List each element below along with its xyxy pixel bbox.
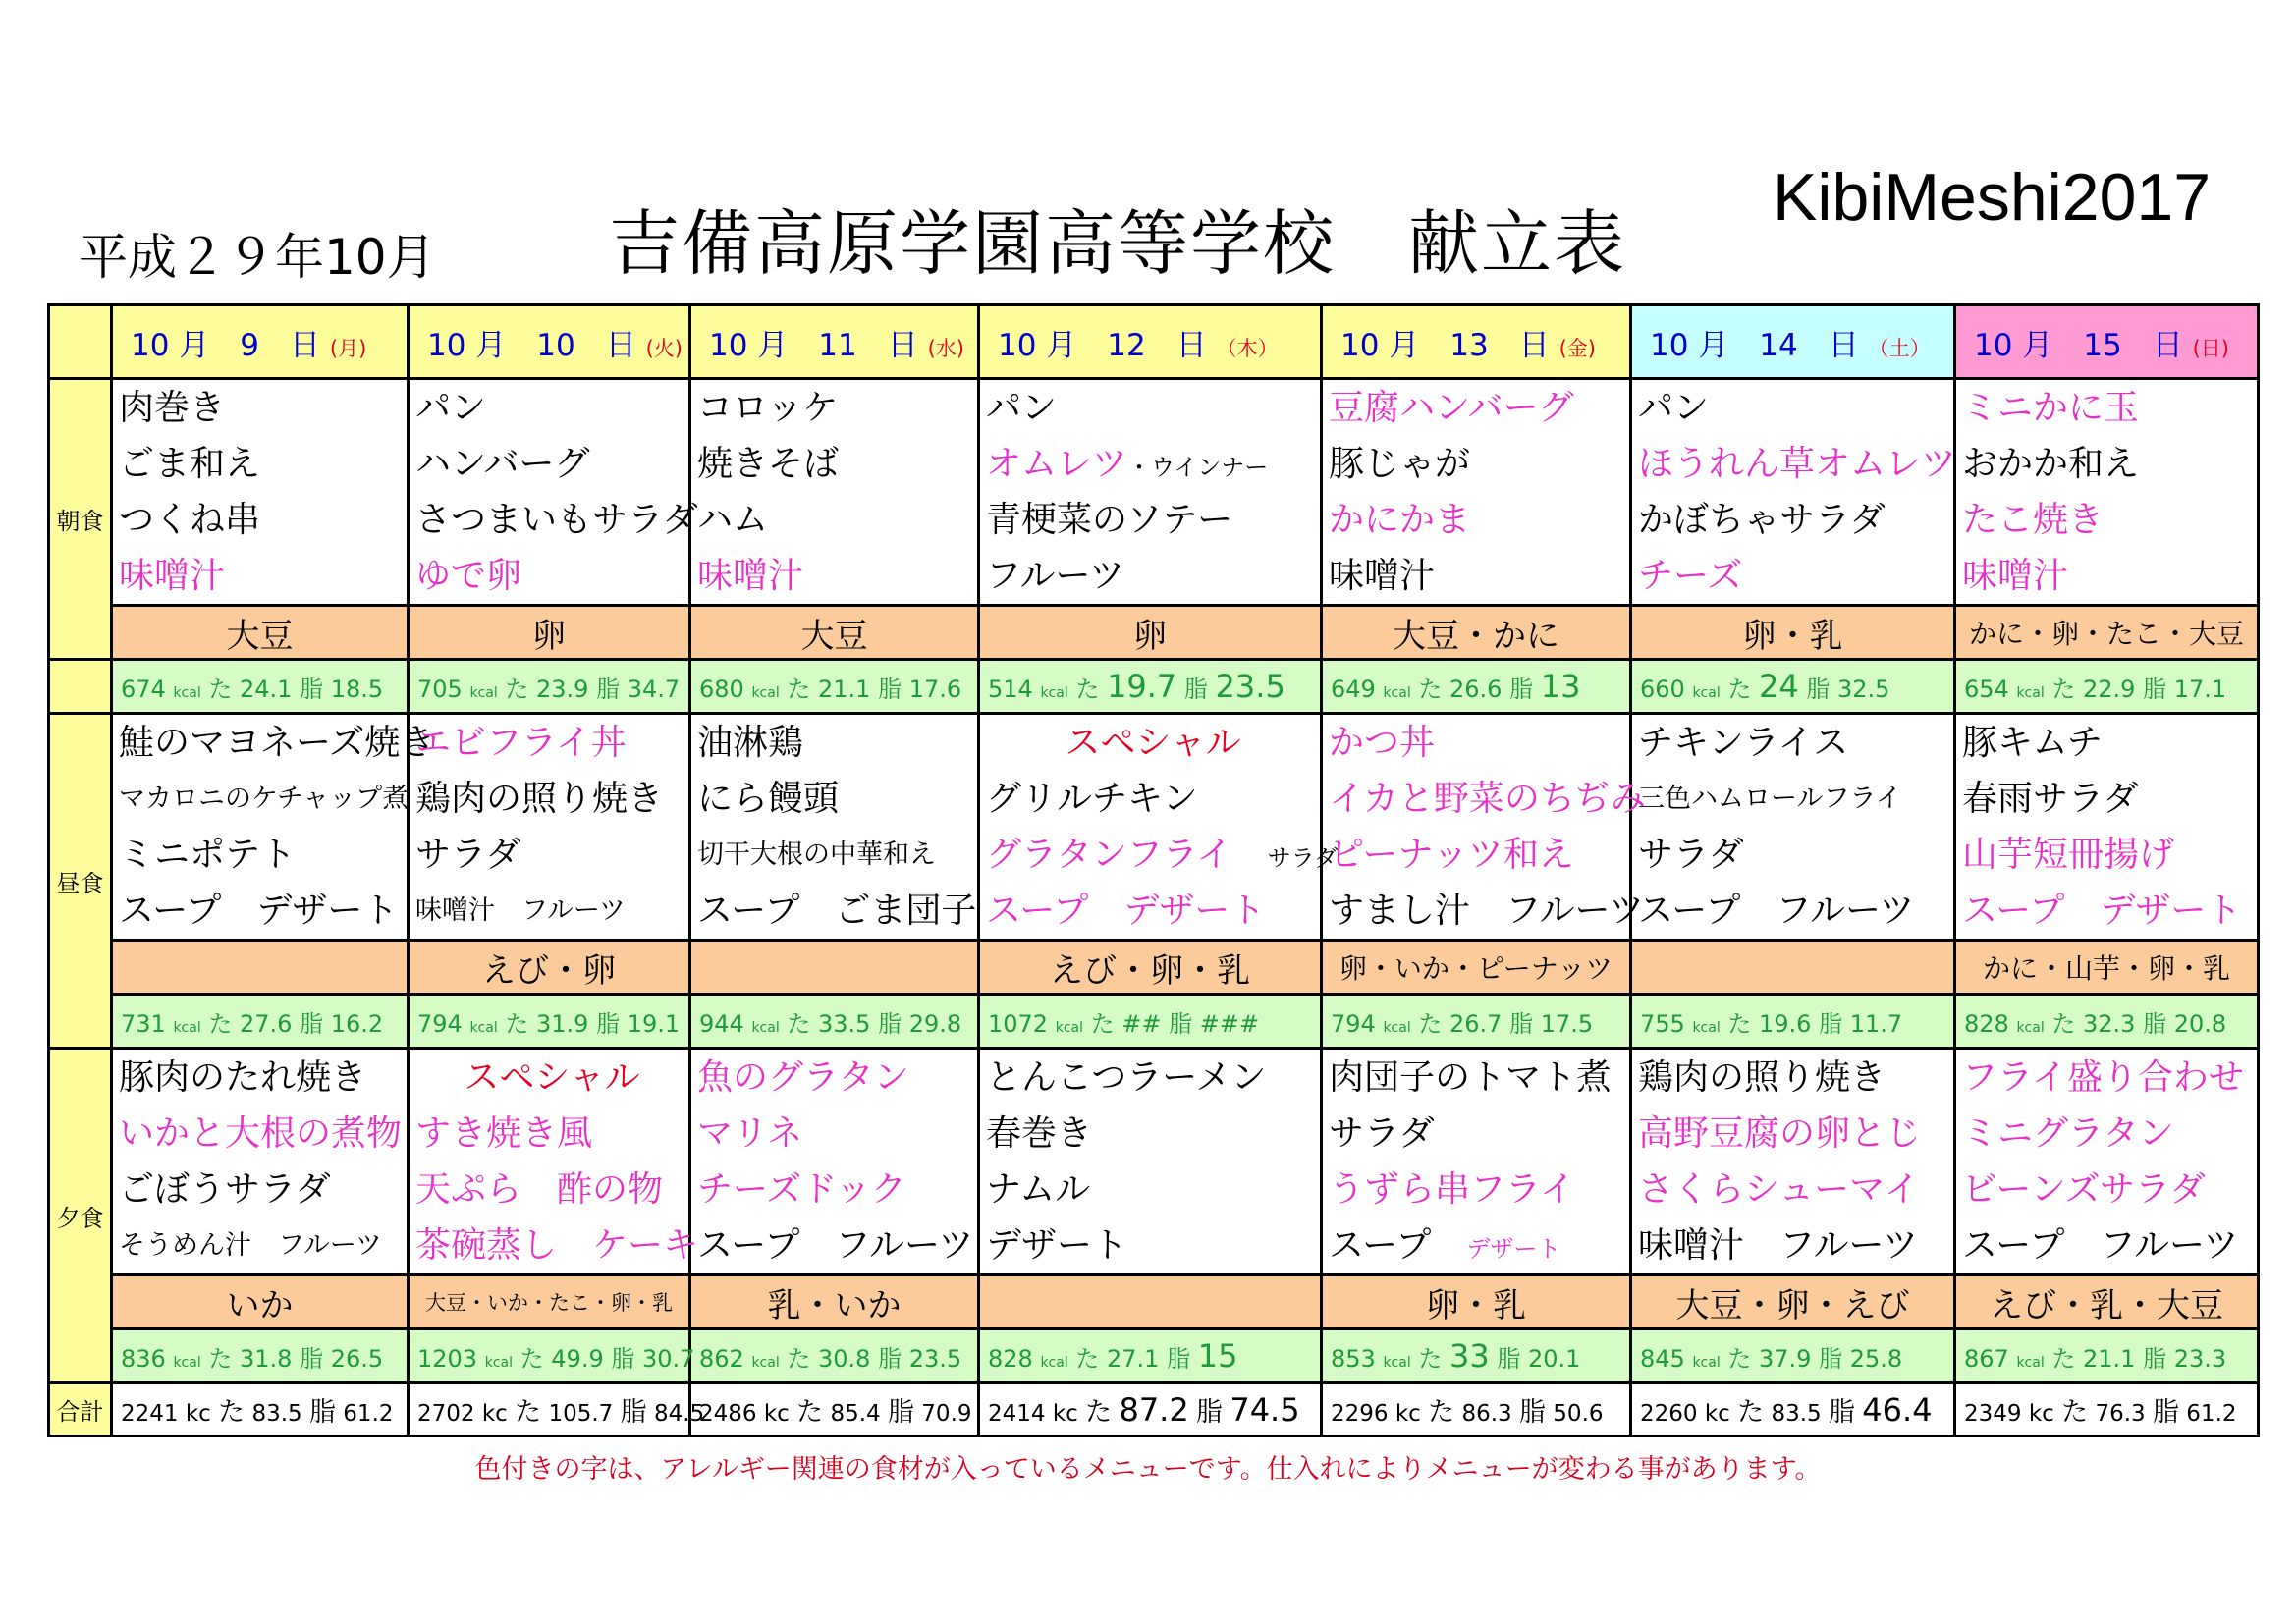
menu-item: スープ ごま団子 bbox=[697, 891, 977, 931]
menu-item: ミニかに玉 bbox=[1962, 388, 2140, 428]
menu-item-special: スペシャル bbox=[464, 1057, 640, 1098]
menu-item: 豚キムチ bbox=[1962, 723, 2103, 763]
menu-item: 味噌汁 bbox=[1329, 556, 1436, 596]
menu-item: 茶碗蒸し ケーキ bbox=[415, 1225, 699, 1266]
menu-item: グリルチキン bbox=[986, 779, 1198, 819]
date-header-d1: 10 月 9 日 (月) bbox=[112, 305, 409, 379]
menu-item: サラダ bbox=[1329, 1113, 1435, 1154]
nutrition-cell: 649 kcal た 26.6 脂 13 bbox=[1322, 660, 1631, 714]
allergen-cell: 卵・乳 bbox=[1631, 606, 1955, 660]
menu-item: 天ぷら 酢の物 bbox=[415, 1169, 664, 1210]
menu-item: スープ デザート bbox=[986, 891, 1266, 931]
menu-item: 青梗菜のソテー bbox=[986, 500, 1233, 540]
allergen-cell: いか bbox=[112, 1275, 409, 1329]
nutrition-cell: 654 kcal た 22.9 脂 17.1 bbox=[1955, 660, 2259, 714]
dinner-d5 bbox=[1322, 1049, 1631, 1275]
allergen-cell bbox=[1631, 941, 1955, 995]
menu-item: 味噌汁 bbox=[697, 556, 804, 596]
breakfast-nutrition-row bbox=[49, 660, 2259, 714]
menu-item: さくらシューマイ bbox=[1638, 1169, 1920, 1210]
allergen-cell: 大豆 bbox=[112, 606, 409, 660]
lunch-d1 bbox=[112, 714, 436, 941]
menu-item: たこ焼き bbox=[1962, 500, 2105, 540]
totals-row bbox=[49, 1383, 2259, 1436]
menu-item: にら饅頭 bbox=[697, 779, 840, 819]
menu-item: スープ フルーツ bbox=[1638, 891, 1915, 931]
menu-item: 切干大根の中華和え bbox=[697, 839, 936, 870]
breakfast-allergen-row bbox=[49, 606, 2259, 660]
menu-item-extra: ・ウインナー bbox=[1127, 454, 1269, 481]
corner-cell bbox=[49, 305, 112, 379]
total-cell: 2241 kc た 83.5 脂 61.2 bbox=[112, 1383, 409, 1436]
breakfast-d7 bbox=[1955, 379, 2259, 606]
nutrition-cell: 862 kcal た 30.8 脂 23.5 bbox=[690, 1329, 979, 1383]
allergen-cell: 卵 bbox=[409, 606, 690, 660]
menu-item: 鶏肉の照り焼き bbox=[415, 779, 664, 819]
brand-label: KibiMeshi2017 bbox=[1773, 160, 2212, 235]
allergen-cell: えび・卵・乳 bbox=[979, 941, 1322, 995]
menu-item: チーズドック bbox=[697, 1169, 906, 1210]
menu-item-extra: デザート bbox=[1466, 1235, 1561, 1263]
menu-item: かにかま bbox=[1329, 500, 1471, 540]
breakfast-d5 bbox=[1322, 379, 1631, 606]
menu-item: ごぼうサラダ bbox=[119, 1169, 331, 1210]
lunch-d4 bbox=[979, 714, 1339, 941]
date-header-d5: 10 月 13 日 (金) bbox=[1322, 305, 1631, 379]
lunch-d6 bbox=[1631, 714, 1955, 941]
lunch-row bbox=[49, 714, 2259, 941]
breakfast-label: 朝食 bbox=[49, 379, 112, 660]
menu-item: 味噌汁 bbox=[119, 556, 226, 596]
nutrition-cell: 674 kcal た 24.1 脂 18.5 bbox=[112, 660, 409, 714]
menu-item: 味噌汁 bbox=[1962, 556, 2069, 596]
total-cell: 2486 kc た 85.4 脂 70.9 bbox=[690, 1383, 979, 1436]
total-cell: 2260 kc た 83.5 脂 46.4 bbox=[1631, 1383, 1955, 1436]
nutrition-cell: 836 kcal た 31.8 脂 26.5 bbox=[112, 1329, 409, 1383]
menu-item: 肉巻き bbox=[119, 388, 226, 428]
menu-item: 豚肉のたれ焼き bbox=[119, 1057, 367, 1098]
menu-item: スープ フルーツ bbox=[697, 1225, 974, 1266]
allergen-cell bbox=[112, 941, 409, 995]
dinner-d6 bbox=[1631, 1049, 1955, 1275]
nutrition-cell: 514 kcal た 19.7 脂 23.5 bbox=[979, 660, 1322, 714]
menu-item: ナムル bbox=[986, 1169, 1091, 1210]
menu-item: 春巻き bbox=[986, 1113, 1093, 1154]
nutrition-cell: 755 kcal た 19.6 脂 11.7 bbox=[1631, 995, 1955, 1049]
menu-item: 味噌汁 フルーツ bbox=[1638, 1225, 1919, 1266]
date-header-d2: 10 月 10 日 (火) bbox=[409, 305, 690, 379]
dinner-d2 bbox=[409, 1049, 699, 1275]
era-month-label: 平成２９年10月 bbox=[79, 229, 436, 286]
menu-table bbox=[47, 303, 2260, 1437]
nutrition-cell: 794 kcal た 31.9 脂 19.1 bbox=[409, 995, 690, 1049]
menu-item: スープ フルーツ bbox=[1962, 1225, 2239, 1266]
menu-item: すまし汁 フルーツ bbox=[1329, 891, 1645, 931]
menu-item: 高野豆腐の卵とじ bbox=[1638, 1113, 1922, 1154]
menu-item: グラタンフライ サラダ bbox=[986, 835, 1339, 875]
menu-item: オムレツ・ウインナー bbox=[986, 444, 1269, 484]
menu-item: 味噌汁 フルーツ bbox=[415, 895, 626, 926]
menu-item: サラダ bbox=[1638, 835, 1744, 875]
dinner-d4 bbox=[979, 1049, 1322, 1275]
menu-item: フルーツ bbox=[986, 556, 1125, 596]
menu-item: うずら串フライ bbox=[1329, 1169, 1575, 1210]
allergen-cell: 大豆・卵・えび bbox=[1631, 1275, 1955, 1329]
menu-item-extra: サラダ bbox=[1267, 844, 1339, 872]
breakfast-d6 bbox=[1631, 379, 1955, 606]
allergen-cell: 大豆・かに bbox=[1322, 606, 1631, 660]
menu-item: そうめん汁 フルーツ bbox=[119, 1230, 382, 1261]
date-header-d6: 10 月 14 日 （土） bbox=[1631, 305, 1955, 379]
menu-item: おかか和え bbox=[1962, 444, 2140, 484]
nutrition-cell: 1072 kcal た ## 脂 ### bbox=[979, 995, 1322, 1049]
date-header-d7: 10 月 15 日 (日) bbox=[1955, 305, 2259, 379]
menu-item: コロッケ bbox=[697, 388, 839, 428]
allergen-cell: 卵・いか・ピーナッツ bbox=[1322, 941, 1631, 995]
nutrition-cell: 828 kcal た 27.1 脂 15 bbox=[979, 1329, 1322, 1383]
menu-item: 三色ハムロールフライ bbox=[1638, 784, 1902, 814]
menu-item: ハム bbox=[697, 500, 769, 540]
breakfast-d1 bbox=[112, 379, 409, 606]
nutrition-cell: 705 kcal た 23.9 脂 34.7 bbox=[409, 660, 690, 714]
menu-item: つくね串 bbox=[119, 500, 261, 540]
total-cell: 2414 kc た 87.2 脂 74.5 bbox=[979, 1383, 1322, 1436]
lunch-label: 昼食 bbox=[49, 714, 112, 1049]
allergen-cell: 乳・いか bbox=[690, 1275, 979, 1329]
menu-item: イカと野菜のちぢみ bbox=[1329, 779, 1646, 819]
side-blank bbox=[49, 660, 112, 714]
menu-item: 焼きそば bbox=[697, 444, 840, 484]
menu-item: マカロニのケチャップ煮 bbox=[119, 784, 410, 814]
menu-item: パン bbox=[986, 388, 1058, 428]
allergen-cell: 大豆 bbox=[690, 606, 979, 660]
menu-item: 鶏肉の照り焼き bbox=[1638, 1057, 1886, 1098]
dinner-label: 夕食 bbox=[49, 1049, 112, 1383]
menu-item: デザート bbox=[986, 1225, 1128, 1266]
allergen-cell: かに・卵・たこ・大豆 bbox=[1955, 606, 2259, 660]
menu-item: かつ丼 bbox=[1329, 723, 1436, 763]
nutrition-cell: 794 kcal た 26.7 脂 17.5 bbox=[1322, 995, 1631, 1049]
breakfast-d4 bbox=[979, 379, 1322, 606]
lunch-allergen-row bbox=[49, 941, 2259, 995]
breakfast-d2 bbox=[409, 379, 698, 606]
dinner-d3 bbox=[690, 1049, 979, 1275]
nutrition-cell: 680 kcal た 21.1 脂 17.6 bbox=[690, 660, 979, 714]
date-header-d3: 10 月 11 日 (水) bbox=[690, 305, 979, 379]
menu-item: ハンバーグ bbox=[415, 444, 590, 484]
nutrition-cell: 853 kcal た 33 脂 20.1 bbox=[1322, 1329, 1631, 1383]
allergen-cell bbox=[979, 1275, 1322, 1329]
nutrition-cell: 845 kcal た 37.9 脂 25.8 bbox=[1631, 1329, 1955, 1383]
menu-item: 魚のグラタン bbox=[697, 1057, 909, 1098]
nutrition-cell: 867 kcal た 21.1 脂 23.3 bbox=[1955, 1329, 2259, 1383]
menu-item: スープ デザート bbox=[119, 891, 399, 931]
lunch-nutrition-row bbox=[49, 995, 2259, 1049]
menu-item: 鮭のマヨネーズ焼き bbox=[119, 723, 436, 763]
menu-item: 春雨サラダ bbox=[1962, 779, 2139, 819]
allergen-cell: えび・乳・大豆 bbox=[1955, 1275, 2259, 1329]
nutrition-cell: 944 kcal た 33.5 脂 29.8 bbox=[690, 995, 979, 1049]
dinner-row bbox=[49, 1049, 2259, 1275]
allergen-cell: 卵 bbox=[979, 606, 1322, 660]
menu-item-special: スペシャル bbox=[1065, 723, 1241, 763]
dinner-d7 bbox=[1955, 1049, 2259, 1275]
allergen-cell: えび・卵 bbox=[409, 941, 690, 995]
menu-item: フライ盛り合わせ bbox=[1962, 1057, 2244, 1098]
menu-item: ほうれん草オムレツ bbox=[1638, 444, 1957, 484]
menu-item: 山芋短冊揚げ bbox=[1962, 835, 2175, 875]
lunch-d3 bbox=[690, 714, 979, 941]
menu-item: さつまいもサラダ bbox=[415, 500, 698, 540]
menu-item: パン bbox=[1638, 388, 1710, 428]
menu-item: ミニポテト bbox=[119, 835, 297, 875]
menu-item: ごま和え bbox=[119, 444, 261, 484]
lunch-d5 bbox=[1322, 714, 1646, 941]
menu-item: パン bbox=[415, 388, 487, 428]
allergen-cell: 大豆・いか・たこ・卵・乳 bbox=[409, 1275, 690, 1329]
allergen-cell bbox=[690, 941, 979, 995]
menu-item: チーズ bbox=[1638, 556, 1743, 596]
menu-item: 豆腐ハンバーグ bbox=[1329, 388, 1574, 428]
menu-item: ビーンズサラダ bbox=[1962, 1169, 2206, 1210]
lunch-d2 bbox=[409, 714, 690, 941]
total-cell: 2349 kc た 76.3 脂 61.2 bbox=[1955, 1383, 2259, 1436]
dinner-allergen-row bbox=[49, 1275, 2259, 1329]
dinner-nutrition-row bbox=[49, 1329, 2259, 1383]
menu-item: いかと大根の煮物 bbox=[119, 1113, 403, 1154]
dinner-d1 bbox=[112, 1049, 409, 1275]
menu-item: ピーナッツ和え bbox=[1329, 835, 1574, 875]
menu-item: チキンライス bbox=[1638, 723, 1849, 763]
total-label: 合計 bbox=[49, 1383, 112, 1436]
page-title: 吉備高原学園高等学校 献立表 bbox=[609, 202, 1627, 285]
menu-item: サラダ bbox=[415, 835, 521, 875]
allergen-cell: 卵・乳 bbox=[1322, 1275, 1631, 1329]
menu-item: スープ デザート bbox=[1329, 1225, 1561, 1266]
menu-item: すき焼き風 bbox=[415, 1113, 593, 1154]
nutrition-cell: 1203 kcal た 49.9 脂 30.7 bbox=[409, 1329, 690, 1383]
menu-item: ゆで卵 bbox=[415, 556, 522, 596]
breakfast-d3 bbox=[690, 379, 979, 606]
menu-item: 豚じゃが bbox=[1329, 444, 1471, 484]
menu-item: かぼちゃサラダ bbox=[1638, 500, 1886, 540]
allergy-footnote: 色付きの字は、アレルギー関連の食材が入っているメニューです。仕入れによりメニューが変わる事があります。 bbox=[474, 1454, 1822, 1485]
nutrition-cell: 731 kcal た 27.6 脂 16.2 bbox=[112, 995, 409, 1049]
date-header-d4: 10 月 12 日 （木） bbox=[979, 305, 1322, 379]
menu-item: 肉団子のトマト煮 bbox=[1329, 1057, 1613, 1098]
menu-item: とんこつラーメン bbox=[986, 1057, 1267, 1098]
menu-item: マリネ bbox=[697, 1113, 803, 1154]
nutrition-cell: 660 kcal た 24 脂 32.5 bbox=[1631, 660, 1955, 714]
total-cell: 2702 kc た 105.7 脂 84.5 bbox=[409, 1383, 690, 1436]
menu-item: エビフライ丼 bbox=[415, 723, 627, 763]
lunch-d7 bbox=[1955, 714, 2259, 941]
total-cell: 2296 kc た 86.3 脂 50.6 bbox=[1322, 1383, 1631, 1436]
date-header-row bbox=[49, 305, 2259, 379]
menu-item: 油淋鶏 bbox=[697, 723, 804, 763]
nutrition-cell: 828 kcal た 32.3 脂 20.8 bbox=[1955, 995, 2259, 1049]
menu-item: スープ デザート bbox=[1962, 891, 2242, 931]
allergen-cell: かに・山芋・卵・乳 bbox=[1955, 941, 2259, 995]
breakfast-row bbox=[49, 379, 2259, 606]
menu-item: ミニグラタン bbox=[1962, 1113, 2174, 1154]
